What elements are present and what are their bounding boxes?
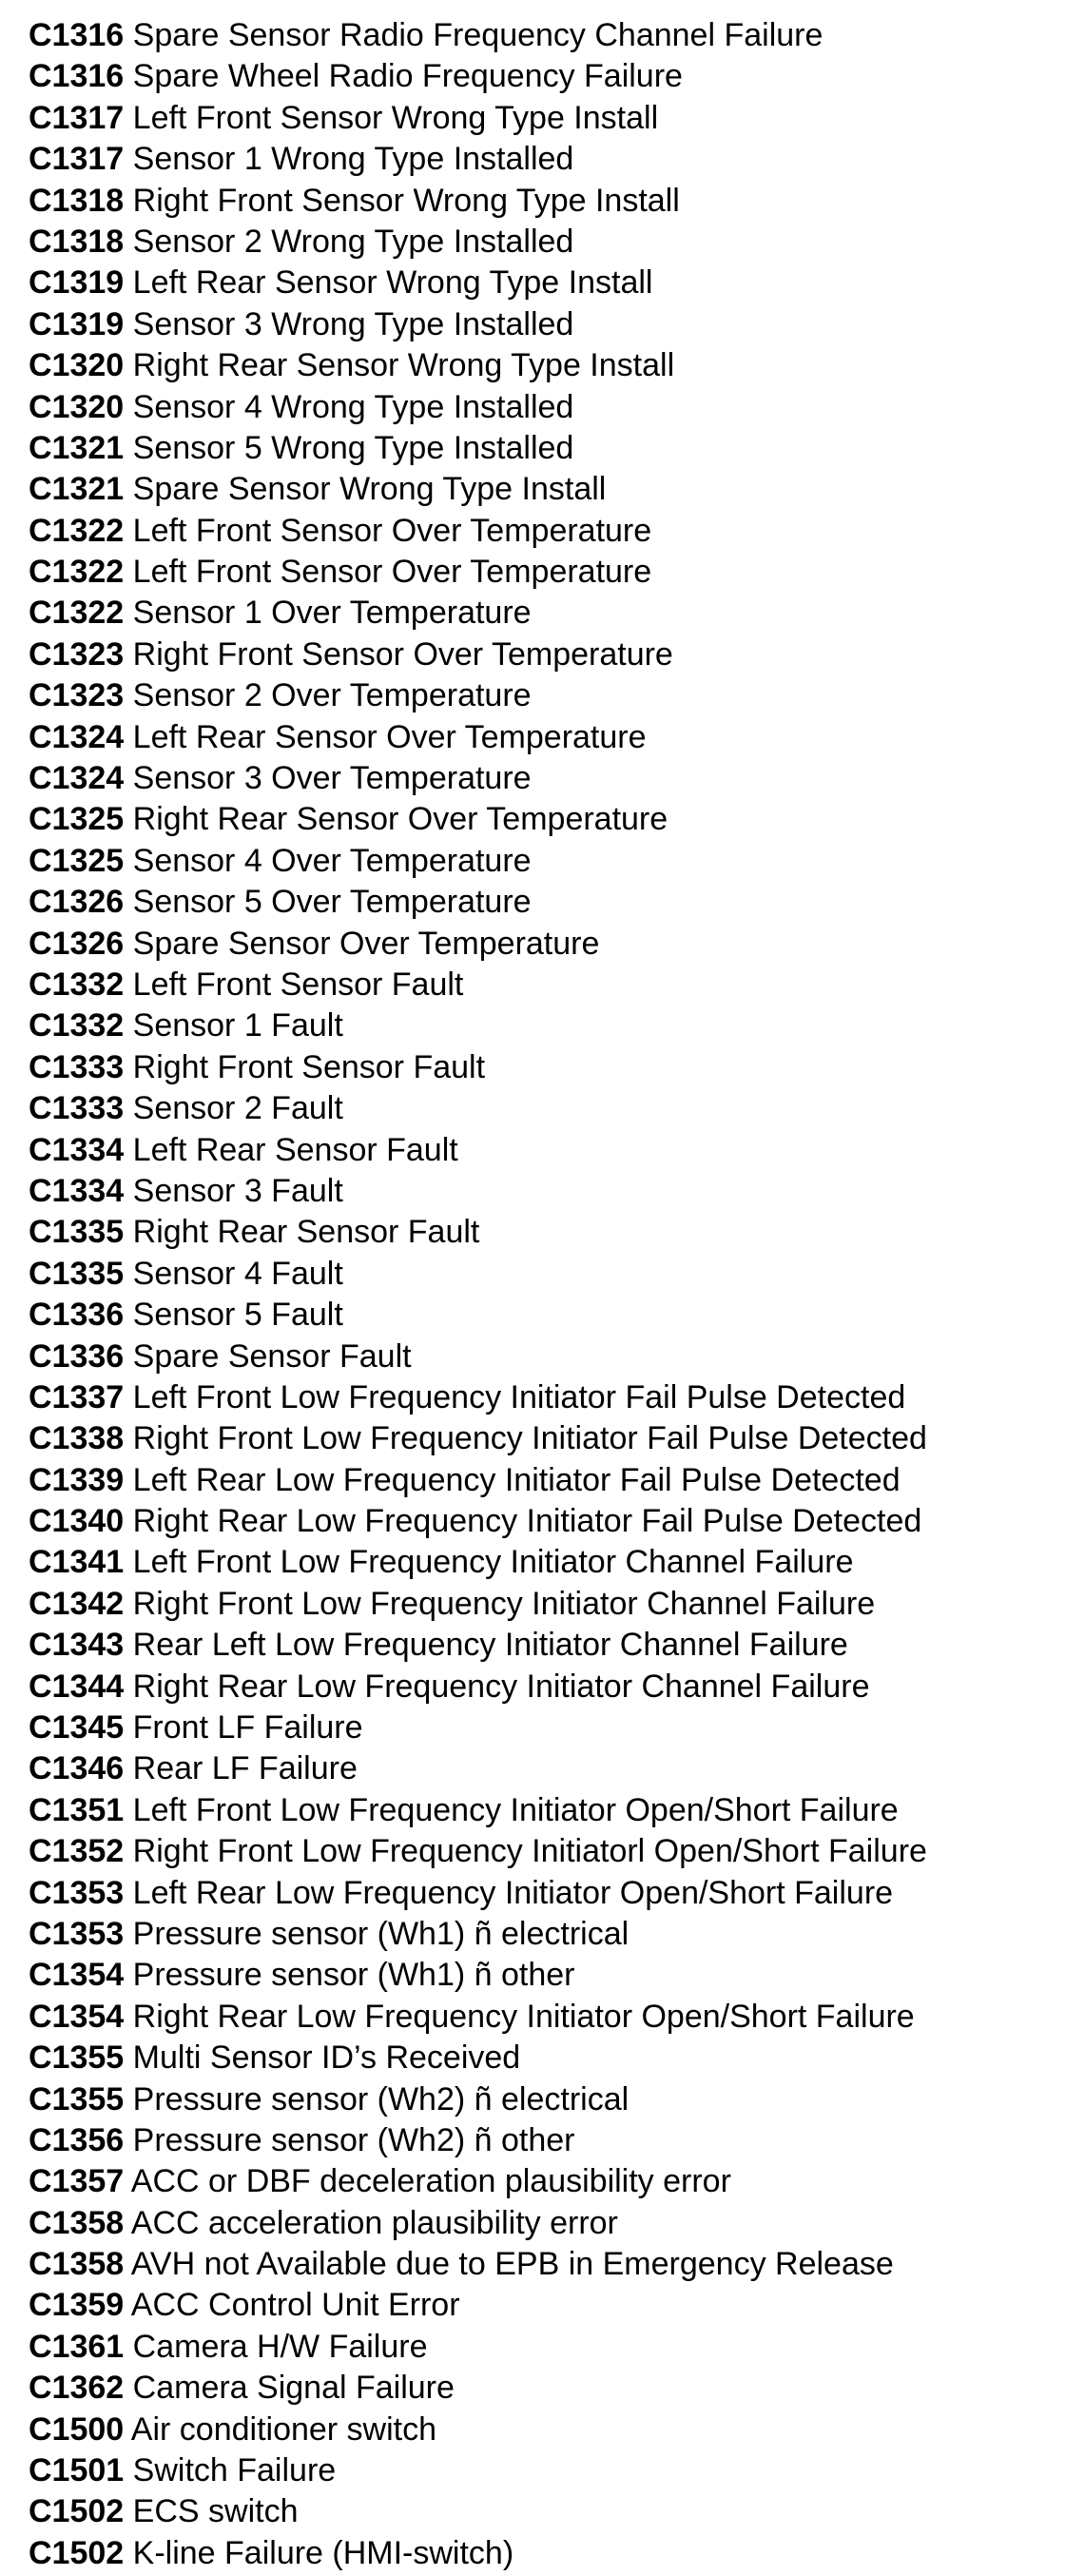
dtc-description: ACC Control Unit Error [130,2287,460,2324]
dtc-code: C1326 [29,925,125,962]
code-entry [29,1625,927,1666]
dtc-description: Right Front Low Frequency Initiatorl Open/Short Failure [132,1833,927,1870]
code-entry [29,1171,927,1212]
code-entry [29,2244,927,2285]
dtc-description: Right Rear Sensor Fault [132,1214,480,1251]
dtc-code: C1355 [29,2080,125,2117]
dtc-description: Right Front Sensor Fault [132,1048,486,1085]
code-entry [29,2079,927,2120]
dtc-code: C1356 [29,2121,125,2158]
dtc-description: Left Rear Sensor Fault [132,1131,458,1168]
dtc-description: Sensor 3 Fault [132,1172,343,1209]
dtc-description: Sensor 4 Wrong Type Installed [132,388,574,425]
dtc-description: Right Rear Low Frequency Initiator Open/Short Failure [132,1998,915,2035]
dtc-code: C1317 [29,99,125,136]
code-entry [29,1914,927,1955]
dtc-description: Left Front Sensor Over Temperature [132,554,652,591]
dtc-description: Sensor 4 Fault [132,1255,343,1292]
dtc-description: AVH not Available due to EPB in Emergency Release [130,2246,894,2283]
dtc-description: Pressure sensor (Wh2) ñ other [132,2121,575,2158]
dtc-description: Pressure sensor (Wh1) ñ electrical [132,1915,630,1952]
code-entry [29,1254,927,1295]
dtc-description: Sensor 2 Wrong Type Installed [132,223,574,260]
code-entry [29,2491,927,2532]
dtc-code: C1359 [29,2287,125,2324]
dtc-code: C1319 [29,305,125,342]
dtc-description: Sensor 3 Wrong Type Installed [132,305,574,342]
dtc-description: Spare Sensor Fault [132,1337,412,1375]
code-entry [29,15,927,56]
dtc-description: Rear Left Low Frequency Initiator Channel Failure [132,1627,848,1664]
code-entry [29,1047,927,1088]
code-entry [29,1997,927,2038]
code-entry [29,469,927,510]
dtc-code: C1322 [29,554,125,591]
dtc-description: Left Rear Sensor Over Temperature [132,718,647,755]
dtc-code: C1342 [29,1585,125,1622]
code-entry [29,2120,927,2161]
dtc-code: C1341 [29,1544,125,1581]
code-entry [29,1584,927,1625]
dtc-code: C1357 [29,2163,125,2200]
dtc-description: Sensor 5 Over Temperature [132,884,532,921]
dtc-code: C1332 [29,966,125,1003]
code-entry [29,2327,927,2368]
dtc-code: C1335 [29,1214,125,1251]
code-entry [29,345,927,386]
dtc-description: Front LF Failure [132,1709,363,1747]
dtc-code: C1323 [29,677,125,714]
dtc-code: C1320 [29,347,125,384]
dtc-code: C1343 [29,1627,125,1664]
dtc-code: C1361 [29,2328,125,2365]
code-entry [29,593,927,634]
dtc-description: Multi Sensor ID’s Received [132,2039,521,2077]
dtc-description: ACC acceleration plausibility error [130,2204,618,2241]
dtc-code: C1362 [29,2370,125,2407]
dtc-code: C1501 [29,2452,125,2489]
code-entry [29,1005,927,1046]
dtc-description: Sensor 5 Fault [132,1297,343,1334]
code-entry [29,717,927,758]
dtc-code: C1333 [29,1090,125,1127]
dtc-description: Pressure sensor (Wh2) ñ electrical [132,2080,630,2117]
dtc-description: Right Front Low Frequency Initiator Channel Failure [132,1585,876,1622]
dtc-code: C1336 [29,1297,125,1334]
code-entry [29,965,927,1005]
dtc-code: C1321 [29,429,125,466]
code-entry [29,222,927,263]
code-entry [29,1708,927,1748]
dtc-description: Rear LF Failure [132,1750,358,1787]
dtc-description: Left Front Sensor Wrong Type Install [132,99,659,136]
code-entry [29,1955,927,1996]
code-entry [29,1790,927,1831]
dtc-description: Spare Sensor Radio Frequency Channel Failure [132,17,823,53]
dtc-description: Right Rear Low Frequency Initiator Channel Failure [132,1668,870,1705]
dtc-code: C1322 [29,512,125,549]
dtc-description: Left Front Low Frequency Initiator Fail Pulse Detected [132,1378,906,1415]
dtc-code: C1339 [29,1461,125,1498]
dtc-description: Spare Wheel Radio Frequency Failure [132,58,683,95]
dtc-code: C1318 [29,182,125,219]
dtc-description: Right Rear Sensor Wrong Type Install [132,347,675,384]
dtc-code: C1337 [29,1378,125,1415]
code-entry [29,1377,927,1418]
code-entry [29,2450,927,2491]
dtc-description: Sensor 1 Fault [132,1007,343,1044]
dtc-code: C1325 [29,801,125,838]
dtc-code: C1354 [29,1998,125,2035]
dtc-description: Right Front Low Frequency Initiator Fail Pulse Detected [132,1420,927,1457]
dtc-code: C1324 [29,760,125,797]
dtc-description: Sensor 2 Fault [132,1090,343,1127]
dtc-description: Spare Sensor Over Temperature [132,925,600,962]
dtc-description: Left Front Sensor Fault [132,966,464,1003]
dtc-code: C1355 [29,2039,125,2077]
code-entry [29,387,927,428]
code-entry [29,1748,927,1789]
code-entry [29,1418,927,1459]
code-entry [29,758,927,799]
code-entry [29,1295,927,1336]
code-entry [29,799,927,840]
dtc-code: C1334 [29,1172,125,1209]
code-entry [29,2533,927,2574]
dtc-code: C1344 [29,1668,125,1705]
code-entry [29,2368,927,2409]
dtc-code: C1332 [29,1007,125,1044]
code-entry [29,2203,927,2244]
code-entry [29,1501,927,1542]
dtc-code: C1316 [29,17,125,53]
dtc-description: Sensor 3 Over Temperature [132,760,532,797]
dtc-code: C1358 [29,2204,125,2241]
dtc-code: C1354 [29,1957,125,1994]
code-entry [29,1542,927,1583]
code-entry [29,634,927,675]
dtc-description: Right Front Sensor Over Temperature [132,635,673,673]
dtc-description: Camera H/W Failure [132,2328,428,2365]
dtc-description: Right Front Sensor Wrong Type Install [132,182,680,219]
code-entry [29,181,927,222]
code-entry [29,139,927,180]
dtc-code: C1326 [29,884,125,921]
code-entry [29,2285,927,2326]
dtc-code: C1502 [29,2534,125,2571]
dtc-code: C1353 [29,1915,125,1952]
code-entry [29,1130,927,1171]
dtc-code: C1502 [29,2493,125,2530]
dtc-description: Left Rear Low Frequency Initiator Fail Pulse Detected [132,1461,901,1498]
dtc-code: C1323 [29,635,125,673]
dtc-description: Sensor 5 Wrong Type Installed [132,429,574,466]
code-entry [29,882,927,923]
dtc-code: C1318 [29,223,125,260]
dtc-code: C1338 [29,1420,125,1457]
dtc-code: C1345 [29,1709,125,1747]
dtc-description: Right Rear Sensor Over Temperature [132,801,668,838]
dtc-code: C1352 [29,1833,125,1870]
code-entry [29,841,927,882]
dtc-description: K-line Failure (HMI-switch) [132,2534,514,2571]
code-entry [29,56,927,97]
dtc-description: Left Front Low Frequency Initiator Channel Failure [132,1544,854,1581]
dtc-code: C1351 [29,1791,125,1828]
code-entry [29,675,927,716]
dtc-description: Left Front Low Frequency Initiator Open/Short Failure [132,1791,899,1828]
dtc-description: Sensor 4 Over Temperature [132,842,532,879]
code-entry [29,1337,927,1377]
dtc-code: C1333 [29,1048,125,1085]
dtc-code: C1353 [29,1874,125,1911]
code-entry [29,263,927,303]
dtc-code: C1316 [29,58,125,95]
code-entry [29,552,927,593]
code-entry [29,428,927,469]
code-entry [29,511,927,552]
code-entry [29,98,927,139]
dtc-code: C1319 [29,264,125,302]
dtc-description: Sensor 2 Over Temperature [132,677,532,714]
dtc-code: C1334 [29,1131,125,1168]
dtc-description: Right Rear Low Frequency Initiator Fail Pulse Detected [132,1503,922,1540]
dtc-code: C1320 [29,388,125,425]
dtc-description: Camera Signal Failure [132,2370,455,2407]
dtc-code: C1325 [29,842,125,879]
dtc-code: C1317 [29,141,125,178]
code-entry [29,1831,927,1872]
dtc-code: C1336 [29,1337,125,1375]
dtc-code: C1335 [29,1255,125,1292]
dtc-code: C1321 [29,471,125,508]
dtc-description: ECS switch [132,2493,299,2530]
code-entry [29,2038,927,2078]
dtc-code: C1322 [29,595,125,632]
dtc-description: Sensor 1 Wrong Type Installed [132,141,574,178]
code-entry [29,1667,927,1708]
code-entry [29,1212,927,1253]
dtc-code: C1358 [29,2246,125,2283]
dtc-description: Sensor 1 Over Temperature [132,595,532,632]
dtc-description: Left Rear Sensor Wrong Type Install [132,264,653,302]
dtc-description: Air conditioner switch [130,2410,437,2448]
dtc-code: C1346 [29,1750,125,1787]
dtc-code: C1324 [29,718,125,755]
dtc-code: C1340 [29,1503,125,1540]
dtc-description: Switch Failure [132,2452,337,2489]
dtc-description: ACC or DBF deceleration plausibility error [130,2163,731,2200]
dtc-code-list [29,15,927,2574]
code-entry [29,1873,927,1914]
dtc-description: Pressure sensor (Wh1) ñ other [132,1957,575,1994]
code-entry [29,1460,927,1501]
code-entry [29,304,927,345]
dtc-code: C1500 [29,2410,125,2448]
code-entry [29,1088,927,1129]
dtc-description: Left Rear Low Frequency Initiator Open/Short Failure [132,1874,894,1911]
dtc-description: Left Front Sensor Over Temperature [132,512,652,549]
code-entry [29,924,927,965]
code-entry [29,2161,927,2202]
dtc-description: Spare Sensor Wrong Type Install [132,471,607,508]
code-entry [29,2410,927,2450]
